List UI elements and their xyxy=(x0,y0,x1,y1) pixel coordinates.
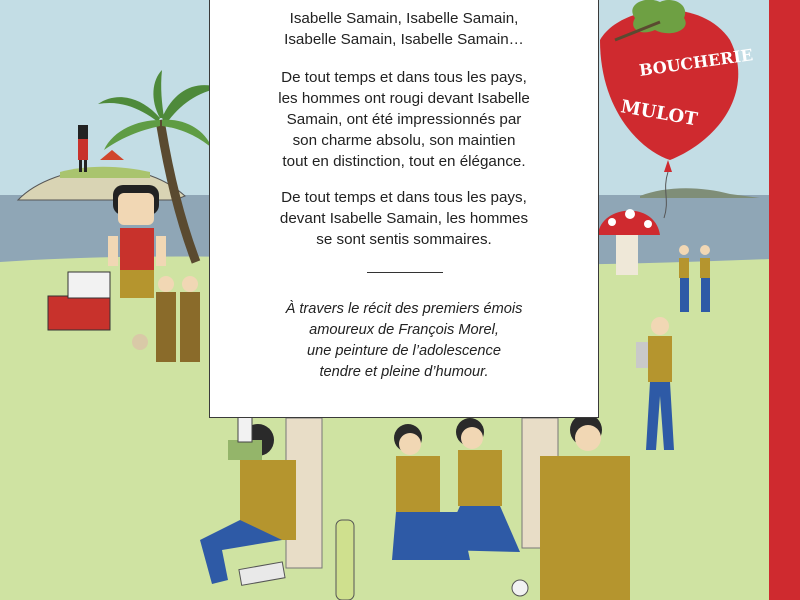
tagline xyxy=(210,299,598,383)
text-line: une peinture de l’adolescence xyxy=(307,343,501,359)
paragraph-1 xyxy=(210,8,598,50)
paragraph-3 xyxy=(210,187,598,250)
balloon-line2: MULOT xyxy=(619,96,699,131)
text-line: amoureux de François Morel, xyxy=(309,322,499,338)
text-line: À travers le récit des premiers émois xyxy=(285,301,523,317)
text-line: tendre et pleine d’humour. xyxy=(319,364,489,380)
text-panel xyxy=(209,0,599,418)
balloon-line1: BOUCHERIE xyxy=(637,45,755,80)
text-line: son charme absolu, son maintien xyxy=(292,132,516,149)
text-line: Samain, ont été impressionnés par xyxy=(286,111,522,128)
text-line: se sont sentis sommaires. xyxy=(316,231,492,248)
text-line: Isabelle Samain, Isabelle Samain, xyxy=(289,10,519,27)
red-spine-band xyxy=(769,0,800,600)
text-line: les hommes ont rougi devant Isabelle xyxy=(278,90,530,107)
text-line: De tout temps et dans tous les pays, xyxy=(281,69,527,86)
text-line: De tout temps et dans tous les pays, xyxy=(281,189,527,206)
paragraph-2 xyxy=(210,67,598,172)
text-line: tout en distinction, tout en élégance. xyxy=(282,153,526,170)
text-line: devant Isabelle Samain, les hommes xyxy=(279,210,529,227)
text-line: Isabelle Samain, Isabelle Samain… xyxy=(284,31,524,48)
divider-rule xyxy=(367,272,443,273)
